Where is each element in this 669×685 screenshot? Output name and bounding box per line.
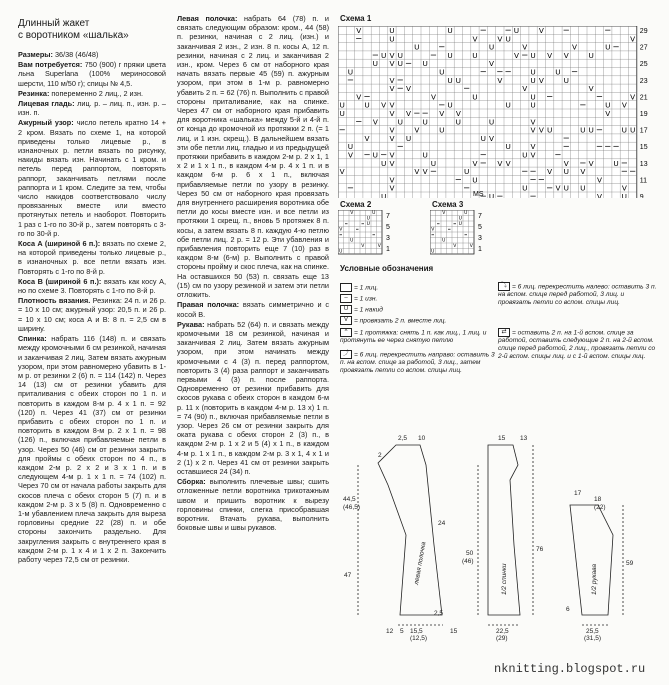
stitch-mark: U <box>530 67 536 77</box>
chart-grid <box>338 26 637 198</box>
stitch-mark: V <box>505 158 511 168</box>
stitch-mark: V <box>442 211 446 217</box>
stitch-mark: U <box>488 42 495 52</box>
stitch-mark: U <box>463 167 470 177</box>
stitch-mark: V <box>372 117 378 127</box>
col1-paragraph <box>18 296 166 333</box>
stitch-mark: V <box>572 42 578 52</box>
back-label: 1/2 спинки <box>501 563 508 595</box>
paragraph-text: лиц. р. – лиц. п., изн. р. – изн. п. <box>18 99 166 118</box>
stitch-mark: V <box>431 227 435 233</box>
paragraph-heading: Плотность вязания. <box>18 296 91 306</box>
stitch-mark: U <box>563 167 569 177</box>
stitch-mark: V <box>530 125 536 135</box>
stitch-mark: U <box>405 133 412 143</box>
stitch-mark: V <box>389 50 395 60</box>
row-number: 27 <box>639 44 648 52</box>
stitch-mark: U <box>372 59 379 69</box>
row-number: 5 <box>478 224 482 231</box>
stitch-mark: V <box>621 100 627 110</box>
stitch-mark: V <box>389 109 395 118</box>
row-number: 7 <box>478 213 482 220</box>
row-number: 23 <box>639 77 648 85</box>
stitch-mark: V <box>414 125 420 135</box>
stitch-mark: U <box>447 100 453 110</box>
stitch-mark: U <box>439 125 445 135</box>
scheme-2-title: Схема 2 <box>340 200 372 209</box>
paragraph-heading: Рукава: <box>177 319 205 329</box>
stitch-mark: U <box>455 75 462 85</box>
dim-6: 6 <box>566 606 570 613</box>
scheme-3-title: Схема 3 <box>432 200 464 209</box>
stitch-mark: U <box>530 92 536 102</box>
stitch-mark: U <box>389 34 395 44</box>
stitch-mark: V <box>347 150 353 160</box>
stitch-mark: U <box>522 183 528 193</box>
stitch-mark: V <box>522 84 528 94</box>
stitch-mark: U <box>488 117 495 127</box>
stitch-mark: V <box>563 158 569 168</box>
instructions-part-1 <box>18 50 166 564</box>
stitch-mark: U <box>447 26 453 35</box>
row-number: 17 <box>639 127 648 135</box>
paragraph-text: набрать 64 (78) п. и связать следующим образом: кром., 44 (58) п. резинки, начиная с 2 лиц. (изн.) и заканчивая 2 изн., 2 изн. 8 п. косы А, 12 п. резинки, начиная с 2 лиц. и заканчивая 2 изн., кром. Через 6 см от наборного края начать вязать первые 45 (59) п. ажурным узором, при этом в 1-м р. равномерно убавить 2 п. = 62 (76) п. Выполнить с правой стороны приталивание, как на спинке. Через 47 см от наборного края прибавить для воротника «шалька» между 5-й и 4-й п. от конца до кромочной из протяжки 2 п. (= 1 лиц. и 1 изн. скрещ.). В дальнейшем вязать эти обе петли лиц. гладью и из предыдущей протяжки прибавить в каждом 2-м р. 2 х 1, 1 х 2 и 1 х 1 п., в каждом 4-м р. 4 х 1 п. и в каждом 6-м р. 6 х 1 п., включая прибавляемые петли по узору в резинку. Через 50 см от наборного края провязать для внутреннего расширения воротника обе петли до косы вместе изн. и все петли из протяжки 1 скрещ. п., вновь 5 протяжек 8 п. косы, а затем вязать 8 п. каждую 4-ю петлю обе петли лиц. 2 р. = 12 р. Эти убавления и прибавления повторить еще 7 (10) раз в каждом 8-м (6-м) р. Выполнить с правой стороны пройму и скос плеча, как на спинке. На оставшихся 50 (53) п. связать еще 13 (15) см по узору резинкой и затем эти петли отложить. <box>177 14 329 300</box>
stitch-mark: V <box>453 244 457 250</box>
stitch-mark: U <box>588 50 594 60</box>
dim-59: 59 <box>626 560 634 567</box>
paragraph-heading: Сборка: <box>177 477 206 487</box>
col1-paragraph <box>18 239 166 276</box>
stitch-mark: U <box>372 150 379 160</box>
stitch-mark: U <box>546 125 553 135</box>
paragraph-text: вязать по схеме 2, на которой приведены только лицевые р., в изнаночных р. все петли вязать изн. Повторять с 1-го по 8-й р. <box>18 239 167 276</box>
stitch-mark: V <box>389 158 395 168</box>
dim-255: 25,5 <box>586 628 599 635</box>
stitch-mark: V <box>339 167 345 177</box>
stitch-mark: V <box>530 150 536 160</box>
stitch-mark: U <box>339 249 343 255</box>
sleeve-outline <box>570 505 613 615</box>
stitch-mark: U <box>339 109 345 118</box>
paragraph-text: вязать как косу А, но по схеме 3. Повторять с 1-го по 8-й р. <box>18 276 167 296</box>
stitch-mark: V <box>356 26 362 35</box>
stitch-mark: U <box>389 26 395 35</box>
row-number: 1 <box>386 246 390 253</box>
stitch-mark: V <box>389 125 395 135</box>
paragraph-heading: Ажурный узор: <box>18 118 74 128</box>
stitch-mark: U <box>580 183 586 193</box>
legend-item <box>498 328 658 361</box>
stitch-mark: V <box>430 92 436 102</box>
paragraph-heading: Спинка: <box>18 334 47 344</box>
legend-title: Условные обозначения <box>340 264 434 273</box>
stitch-mark: V <box>364 133 370 143</box>
paragraph-text: попеременно 2 лиц., 2 изн. <box>49 88 144 98</box>
dim-10: 10 <box>418 435 426 442</box>
paragraph-heading: Резинка: <box>18 88 50 98</box>
dim-15b: 15 <box>450 628 458 635</box>
row-number: 25 <box>639 61 648 69</box>
stitch-mark: V <box>538 75 544 85</box>
legend-text: = 1 накид <box>354 306 383 314</box>
stitch-mark: U <box>530 75 536 85</box>
stitch-mark: U <box>555 67 561 77</box>
title-line-2: с воротником «шалька» <box>18 30 129 41</box>
stitch-mark: V <box>389 59 395 69</box>
col1-paragraph <box>18 118 166 238</box>
stitch-mark: U <box>621 125 628 135</box>
legend-item <box>340 294 492 303</box>
stitch-mark: U <box>488 192 495 198</box>
legend-text: = 6 лиц. перекрестить налево: оставить 3 п. на вспом. спице перед работой, 3 лиц. и провязать петли со вспом. спицы лиц. <box>498 283 657 307</box>
paragraph-heading: Коса А (шириной 6 п.): <box>18 239 101 249</box>
stitch-mark: U <box>439 67 445 77</box>
stitch-mark: U <box>629 125 636 135</box>
stitch-mark: V <box>472 34 478 44</box>
stitch-mark: V <box>389 84 395 94</box>
left-front-label: левая полочка <box>413 541 428 586</box>
row-number: 29 <box>639 28 648 35</box>
legend-item <box>340 328 492 345</box>
stitch-mark: U <box>455 117 462 127</box>
stitch-mark: V <box>489 59 495 69</box>
dim-25a: 2,5 <box>398 435 408 442</box>
stitch-mark: U <box>472 92 478 102</box>
stitch-mark: U <box>347 142 354 152</box>
stitch-mark: V <box>350 211 354 217</box>
stitch-mark: V <box>455 109 461 118</box>
col2-paragraph <box>177 300 329 318</box>
dim-225: 22,5 <box>496 628 509 635</box>
stitch-mark: V <box>538 26 544 35</box>
col2-paragraph <box>177 320 329 476</box>
paragraph-heading: Размеры: <box>18 50 53 59</box>
dim-76: 76 <box>536 546 544 553</box>
stitch-mark: U <box>472 175 478 185</box>
stitch-mark: V <box>588 84 594 94</box>
stitch-mark: U <box>397 59 403 69</box>
paragraph-heading: Правая полочка: <box>177 300 240 310</box>
paragraph-text: набрать 116 (148) п. и связать между кромочными 6 см резинкой, начиная и заканчивая 2 лиц. Затем вязать ажурным узором, при этом равномерно убавить в 1-м р. от резинки 2 (6) п. = 114 (142) п. Через 14 (13) см от резинки убавить для приталивания с обеих сторон по 1 п. и повторить в каждом 8-м р. 4 х 1 п. = 92 (120) п. Через 41 (37) см от резинки прибавить с обеих сторон по 1 п. и повторить в каждом 8-м р. 2 х 1 п. = 98 (126) п., включая прибавляемые петли в узор. Через 50 (46) см от резинки закрыть для проймы с обеих сторон по 4 п., в каждом 2-м р. 2 х 2 и 3 х 1 п. и в следующем 4-м р. 1 х 1 п. = 74 (102) п. Через 70 см от начала работы закрыть для скосов плеча с обеих сторон 5 (7) п. и в каждом 2-м р. 3 х 5 (8) п. Одновременно с 1-м убавлением плеча закрыть для выреза горловины средние 22 (28) п. и обе стороны закончить раздельно. Для закругления закрыть с внутреннего края в каждом 2-м р. 1 х 4 и 1 х 2 п. Закончить работу через 72,5 см от резинки. <box>18 334 166 564</box>
stitch-mark: V <box>389 100 395 110</box>
dim-13: 13 <box>520 435 528 442</box>
stitch-mark: U <box>588 125 594 135</box>
stitch-mark: U <box>442 238 446 244</box>
stitch-mark: U <box>339 100 345 110</box>
row-number: 9 <box>639 194 644 198</box>
left-front-outline <box>378 445 442 615</box>
stitch-mark: V <box>522 42 528 52</box>
dim-17: 17 <box>574 490 582 497</box>
legend-item <box>340 350 500 375</box>
row-number: 11 <box>639 177 648 185</box>
paragraph-text: число петель кратно 14 + 2 кром. Вязать по схеме 1, на которой приведены только лицевые р., в изнаночных р. петли вязать по рисунку, накиды вязать изн. Начинать с 1 кром. и петель перед раппортом, повторять раппорт, заканчивать петлями после раппорта и 1 кром. Следите за тем, чтобы число накидов соответствовало числу провязанных вместе или вместо протянутых петель и наоборот. Повторить 1 раз с 1-го по 30-й р., затем повторять с 3-го по 30-й р. <box>18 118 166 238</box>
paragraph-heading: Левая полочка: <box>177 14 238 23</box>
row-number: 3 <box>386 235 390 242</box>
dim-445: 44,5 <box>343 496 356 503</box>
dim-315: (31,5) <box>584 635 601 642</box>
stitch-mark: V <box>406 84 412 94</box>
stitch-mark: U <box>505 100 511 110</box>
stitch-mark: V <box>414 167 420 177</box>
legend-text: = 1 лиц. <box>354 284 379 292</box>
chart-grid <box>430 210 474 255</box>
stitch-mark: U <box>347 67 354 77</box>
row-number: 13 <box>639 160 648 168</box>
legend-item <box>498 282 658 307</box>
col1-paragraph <box>18 60 166 88</box>
legend-symbol-icon: ⇄ <box>498 328 510 337</box>
stitch-mark: U <box>505 142 511 152</box>
legend-text: = 1 изн. <box>354 295 378 303</box>
row-number: 5 <box>386 224 390 231</box>
stitch-mark: V <box>489 133 495 143</box>
row-number: 15 <box>639 144 648 152</box>
row-number: 19 <box>639 111 648 118</box>
stitch-mark: U <box>580 125 586 135</box>
stitch-mark: V <box>497 75 503 85</box>
col1-paragraph <box>18 89 166 98</box>
paragraph-text: 750 (900) г пряжи цвета льна Superlana (100% мериносовой шерсти, 110 м/50 г); спицы № 4,5. <box>18 60 166 88</box>
dim-125: (12,5) <box>410 635 427 642</box>
paragraph-text: вязать симметрично и с косой В. <box>177 300 330 319</box>
row-number: 7 <box>386 213 390 220</box>
stitch-mark: U <box>621 192 628 198</box>
dim-465: (46,5) <box>343 504 360 511</box>
stitch-mark: U <box>366 216 370 222</box>
col1-paragraph <box>18 50 166 59</box>
col2-paragraph <box>177 14 329 299</box>
stitch-mark: V <box>472 158 478 168</box>
stitch-mark: V <box>605 109 611 118</box>
dim-12: 12 <box>386 628 394 635</box>
stitch-mark: U <box>447 50 453 60</box>
stitch-mark: V <box>630 34 636 44</box>
stitch-mark: U <box>350 238 354 244</box>
stitch-mark: U <box>458 222 462 228</box>
legend-symbol-icon <box>340 283 352 292</box>
legend-item <box>340 283 492 292</box>
scheme-2-chart <box>338 210 428 260</box>
dim-15: 15 <box>498 435 506 442</box>
paragraph-text: выполнить плечевые швы; сшить отложенные петли воротника трикотажным швом и пришить воротник к вырезу горловины спинки, слегка присобравшая воротник. Втачать рукава, выполнить боковые швы и швы рукавов. <box>177 477 329 533</box>
stitch-mark: V <box>389 150 395 160</box>
stitch-mark: V <box>555 183 561 193</box>
sleeve-label: 1/2 рукава <box>591 563 598 595</box>
scheme-1-title: Схема 1 <box>340 14 372 23</box>
stitch-mark: U <box>380 192 387 198</box>
stitch-mark: U <box>422 117 428 127</box>
stitch-mark: V <box>538 125 544 135</box>
paragraph-heading: Лицевая гладь: <box>18 99 75 109</box>
stitch-mark: U <box>480 133 486 143</box>
stitch-mark: U <box>397 50 403 60</box>
stitch-mark: U <box>372 211 376 217</box>
col1-paragraph <box>18 99 166 117</box>
col1-paragraph <box>18 277 166 295</box>
stitch-mark: V <box>596 175 602 185</box>
dim-29: (29) <box>496 635 508 642</box>
stitch-mark: V <box>361 244 365 250</box>
stitch-mark: V <box>497 34 503 44</box>
stitch-mark: V <box>389 75 395 85</box>
col1-paragraph <box>18 334 166 564</box>
title-line-1: Длинный жакет <box>18 18 90 29</box>
stitch-mark: V <box>563 50 569 60</box>
stitch-mark: U <box>366 222 370 228</box>
stitch-mark: U <box>380 158 387 168</box>
stitch-mark: U <box>414 42 420 52</box>
legend-text: = 1 протяжка: снять 1 п. как лиц., 1 лиц. и протянуть ее через снятую петлю <box>340 329 487 345</box>
instructions-part-2 <box>177 14 329 532</box>
scheme-3-chart <box>430 210 510 260</box>
dim-24: 24 <box>438 520 446 527</box>
legend-symbol-icon: U <box>340 305 352 314</box>
dim-25b: 2,5 <box>434 610 444 617</box>
paragraph-text: набрать 52 (64) п. и связать между кромочными 18 см резинкой, начиная и заканчивая 2 лиц. Затем вязать ажурным узором, при этом начинать между кромочными с 4 (3) п. перед раппортом, повторить 3 (4) раза раппорт и заканчивать первыми 4 (3) п. после раппорта. Одновременно от резинки прибавить для скосов рукава с обеих сторон в каждом 6-м р. 11 х (повторить в каждом 4-м р. 13 х) 1 п. = 74 (90) п., включая прибавляемые петли в узор. Через 26 см от резинки закрыть для оката рукава с обеих сторон 2 (3) п., в каждом 2-м р. 1 х 2 и 5 (4) х 1 п., в каждом 4-м р. 1 х 1 п., в каждом 2-м р. 3 х 1, 4 х 1 и 2 (1) х 2 п. Через 41 см от резинки закрыть оставшиеся 24 (34) п. <box>177 319 329 476</box>
stitch-mark: U <box>563 183 569 193</box>
stitch-mark: V <box>406 109 412 118</box>
stitch-mark: V <box>630 92 636 102</box>
article-title <box>18 18 166 42</box>
paragraph-heading: Коса В (шириной 6 п.): <box>18 276 102 286</box>
stitch-mark: V <box>439 109 445 118</box>
chart-grid <box>338 210 382 255</box>
stitch-mark: U <box>522 150 528 160</box>
stitch-mark: U <box>447 75 453 85</box>
legend-symbol-icon: ^ <box>340 328 352 337</box>
stitch-mark: U <box>530 100 536 110</box>
stitch-mark: V <box>530 142 536 152</box>
stitch-mark: U <box>472 50 478 60</box>
stitch-mark: V <box>389 133 395 143</box>
stitch-mark: V <box>530 117 536 127</box>
stitch-mark: U <box>422 150 428 160</box>
ms-label: MS <box>473 191 484 198</box>
stitch-mark: U <box>605 100 611 110</box>
row-number: 3 <box>478 235 482 242</box>
legend-text: = оставить 2 п. на 1-й вспом. спице за работой, оставить следующие 2 п. на 2-й вспом. спице перед работой, 2 лиц., провязать петли со 2-й вспом. спицы лиц. и с 1-й вспом. спицы лиц. <box>498 329 656 361</box>
stitch-mark: U <box>431 249 435 255</box>
dim-5: 5 <box>400 628 404 635</box>
legend-text: = 6 лиц. перекрестить направо: оставить 3 п. на вспом. спице за работой, 3 лиц., затем провязать петли со вспом. спицы лиц. <box>340 351 495 375</box>
stitch-mark: U <box>380 50 387 60</box>
dim-47: 47 <box>344 572 352 579</box>
text-column-1 <box>18 18 166 565</box>
footer-url: nknitting.blogspot.ru <box>494 662 646 676</box>
stitch-mark: U <box>364 100 370 110</box>
stitch-mark: U <box>458 216 462 222</box>
stitch-mark: V <box>547 50 553 60</box>
dim-18: 18 <box>594 496 602 503</box>
paragraph-heading: Вам потребуется: <box>18 60 83 70</box>
stitch-mark: V <box>596 192 602 198</box>
paragraph-text: Резинка: 24 п. и 26 р. = 10 х 10 см; ажурный узор: 20,5 п. и 26 р. = 10 х 10 см; коса А и В: 8 п. = 2,5 см в ширину. <box>18 296 166 333</box>
dim-155: 15,5 <box>410 628 423 635</box>
stitch-mark: U <box>397 117 403 127</box>
paragraph-text: 36/38 (46/48) <box>52 50 99 59</box>
dim-50: 50 <box>466 550 474 557</box>
stitch-mark: U <box>464 211 468 217</box>
stitch-mark: V <box>513 50 519 60</box>
stitch-mark: V <box>547 167 553 177</box>
stitch-mark: U <box>613 158 619 168</box>
stitch-mark: V <box>497 158 503 168</box>
stitch-mark: V <box>389 183 395 193</box>
stitch-mark: U <box>505 34 511 44</box>
dim-22: (22) <box>594 504 606 511</box>
stitch-mark: V <box>339 227 343 233</box>
legend-item <box>340 316 492 325</box>
stitch-mark: V <box>377 244 381 250</box>
row-number: 1 <box>478 246 482 253</box>
stitch-mark: U <box>513 26 520 35</box>
stitch-mark: V <box>389 175 395 185</box>
stitch-mark: U <box>430 158 437 168</box>
dim-46: (46) <box>462 558 474 565</box>
dim-2: 2 <box>378 452 382 459</box>
text-column-2 <box>177 14 329 533</box>
row-number: 21 <box>639 94 648 102</box>
stitch-mark: V <box>469 244 473 250</box>
legend-symbol-icon: – <box>340 294 352 303</box>
legend-text: = провязать 2 п. вместе лиц. <box>354 317 447 325</box>
stitch-mark: U <box>563 75 569 85</box>
legend-symbol-icon: ⤵ <box>498 282 510 291</box>
stitch-mark: U <box>605 42 611 52</box>
stitch-mark: V <box>588 158 594 168</box>
pattern-schematic <box>338 425 663 645</box>
legend-symbol-icon: V <box>340 316 352 325</box>
legend-item <box>340 305 492 314</box>
col2-paragraph <box>177 477 329 532</box>
legend-symbol-icon: ⤴ <box>340 350 352 359</box>
stitch-mark: V <box>356 92 362 102</box>
stitch-mark: U <box>530 50 536 60</box>
stitch-mark: V <box>422 167 428 177</box>
stitch-mark: V <box>621 183 627 193</box>
scheme-1-chart <box>338 26 663 198</box>
stitch-mark: V <box>580 167 586 177</box>
stitch-mark: V <box>381 100 387 110</box>
stitch-mark: U <box>422 59 428 69</box>
legend <box>340 264 660 276</box>
